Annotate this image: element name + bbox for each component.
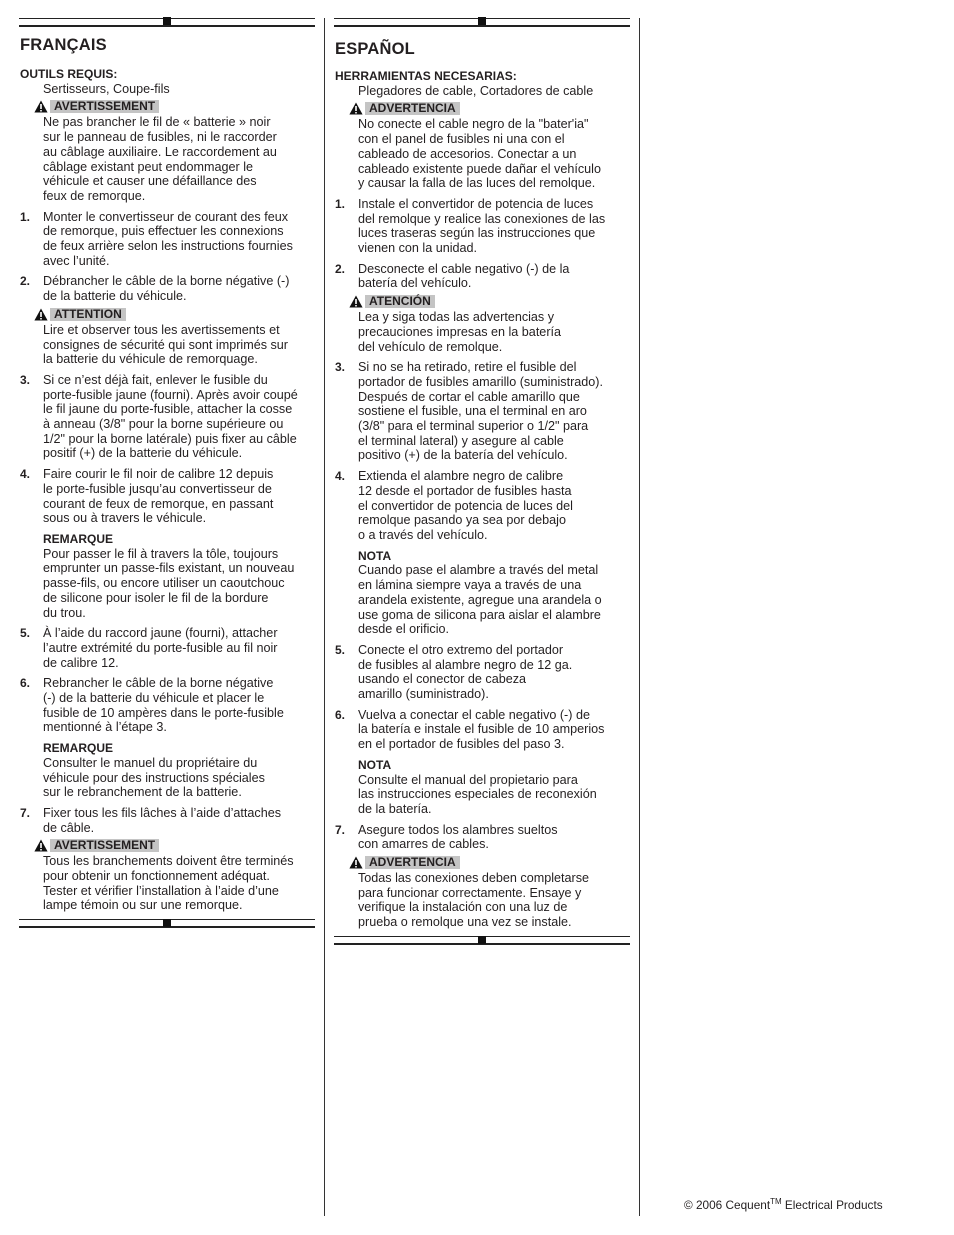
text-line: positif (+) de la batterie du véhicule. [43,446,243,461]
text-line: porte-fusible jaune (fourni). Après avoir coupé [43,387,298,402]
text-line: véhicule pour des instructions spéciales [43,770,265,785]
step-number: 3. [335,360,346,375]
step-text [43,274,315,303]
text-line: en el portador de fusibles del paso 3. [358,737,565,752]
top-rule [334,18,630,27]
step-text [358,643,630,702]
text-line: usando el conector de cabeza [358,672,527,687]
step-text [43,676,315,735]
step-number: 6. [335,707,346,722]
text-line: sur le rebranchement de la batterie. [43,785,242,800]
step-text [358,262,630,291]
warning-triangle-icon [349,102,363,115]
step-text [43,373,315,461]
step-number: 5. [20,626,31,641]
text-line: y causar la falla de las luces del remolque. [358,176,596,191]
rule-marker [478,17,486,25]
french-column [19,18,315,928]
rule-marker [163,919,171,927]
text-line: avec l’unité. [43,253,110,268]
warning-label: AVERTISSEMENT [50,100,159,113]
text-line: Desconecte el cable negativo (-) de la [358,261,570,276]
text-line: en lámina siempre vaya a través de una [358,578,582,593]
warning-label: AVERTISSEMENT [50,839,159,852]
attention-label: ATENCIÓN [365,295,435,308]
warning-triangle-icon [34,100,48,113]
text-line: la batería e instale el fusible de 10 amperios [358,722,605,737]
text-line: las instrucciones especiales de reconexión [358,787,597,802]
step-4 [334,469,630,543]
step-number: 5. [335,642,346,657]
tools-list: Plegadores de cable, Cortadores de cable [358,83,594,98]
step-7 [19,806,315,835]
top-rule [19,18,315,27]
section-title: FRANÇAIS [20,36,107,54]
text-line: feux de remorque. [43,188,146,203]
warning-text [358,117,630,191]
text-line: du trou. [43,605,86,620]
step-4 [19,467,315,526]
text-line: Fixer tous les fils lâches à l’aide d’attaches [43,805,281,820]
step-5 [334,643,630,702]
text-line: Ne pas brancher le fil de « batterie » noir [43,115,271,130]
step-number: 2. [20,274,31,289]
text-line: portador de fusibles amarillo (suministrado). [358,374,603,389]
spanish-column [334,18,630,945]
step-text [358,708,630,752]
attention-label: ATTENTION [50,308,126,321]
text-line: de la batterie du véhicule. [43,289,187,304]
warning-block [334,855,630,930]
text-line: courant de feux de remorque, en passant [43,496,274,511]
text-line: Lire et observer tous les avertissements et [43,322,280,337]
text-line: del vehículo de remolque. [358,339,503,354]
text-line: câblage existant peut endommager le [43,159,254,174]
text-line: de la batería. [358,801,432,816]
text-line: Cuando pase el alambre a través del metal [358,563,599,578]
trademark-mark: TM [770,1197,782,1207]
copyright-footer [684,1197,883,1213]
text-line: Lea y siga todas las advertencias y [358,310,555,325]
text-line: Extienda el alambre negro de calibre [358,469,564,484]
step-number: 4. [20,467,31,482]
warning-triangle-icon [34,308,48,321]
text-line: sostiene el fusible, una el terminal en aro [358,404,587,419]
text-line: de feux arrière selon les instructions fournies [43,239,293,254]
step-2 [19,274,315,303]
text-line: fusible de 10 ampères dans le porte-fusible [43,705,284,720]
text-line: sur le panneau de fusibles, ni le raccorder [43,130,277,145]
text-line: Débrancher le câble de la borne négative (-) [43,274,290,289]
text-line: con el panel de fusibles ni una con el [358,132,565,147]
column-divider [324,18,325,1216]
step-text [43,210,315,269]
step-number: 6. [20,676,31,691]
attention-block [19,307,315,367]
text-line: Todas las conexiones deben completarse [358,871,590,886]
step-number: 7. [20,805,31,820]
text-line: desde el orificio. [358,622,450,637]
text-line: luces traseras según las instrucciones que [358,226,596,241]
text-line: de calibre 12. [43,655,119,670]
text-line: emprunter un passe-fils existant, un nouveau [43,561,295,576]
rule-marker [163,17,171,25]
rule-marker [478,936,486,944]
text-line: positivo (+) de la batería del vehículo. [358,448,568,463]
text-line: au câblage auxiliaire. Le raccordement au [43,144,277,159]
step-text [43,626,315,670]
text-line: con amarres de cables. [358,837,489,852]
text-line: de remorque, puis effectuer les connexions [43,224,284,239]
text-line: consignes de sécurité qui sont imprimés sur [43,337,288,352]
text-line: Tous les branchements doivent être terminés [43,854,294,869]
text-line: Consulte el manual del propietario para [358,772,578,787]
text-line: precauciones impresas en la batería [358,324,562,339]
text-line: No conecte el cable negro de la "bater'ia" [358,117,589,132]
tools-label: OUTILS REQUIS: [20,67,118,81]
step-5 [19,626,315,670]
text-line: À l’aide du raccord jaune (fourni), attacher [43,626,278,641]
warning-text [358,871,630,930]
text-line: (3/8" para el terminal superior o 1/2" para [358,419,589,434]
step-3 [334,360,630,463]
step-number: 2. [335,261,346,276]
step-number: 1. [20,209,31,224]
text-line: Después de cortar el cable amarillo que [358,389,580,404]
step-number: 7. [335,822,346,837]
step-number: 1. [335,196,346,211]
tools-required [19,67,315,96]
tools-label: HERRAMIENTAS NECESARIAS: [335,69,517,83]
warning-label: ADVERTENCIA [365,856,460,869]
bottom-rule [334,936,630,945]
warning-block [334,101,630,191]
text-line: l’autre extrémité du porte-fusible au fil noir [43,640,278,655]
text-line: 1/2" pour la borne latérale) puis fixer au câble [43,431,297,446]
text-line: pour obtenir un fonctionnement adéquat. [43,869,270,884]
warning-triangle-icon [349,295,363,308]
text-line: prueba o remolque una vez se instale. [358,915,572,930]
note-block [334,549,630,637]
text-line: batería del vehículo. [358,276,472,291]
step-2 [334,262,630,291]
note-label: REMARQUE [43,741,114,756]
text-line: amarillo (suministrado). [358,687,489,702]
text-line: el terminal lateral) y asegure al cable [358,433,564,448]
text-line: cableado existente puede dañar el vehículo [358,161,601,176]
text-line: verifique la instalación con una luz de [358,900,568,915]
text-line: use goma de silicona para aislar el alambre [358,607,601,622]
step-text [358,197,630,256]
step-1 [19,210,315,269]
text-line: Asegure todos los alambres sueltos [358,822,558,837]
warning-text [43,115,315,203]
text-line: Consulter le manuel du propriétaire du [43,755,258,770]
step-text [358,360,630,463]
text-line: Rebrancher le câble de la borne négative [43,676,274,691]
bottom-rule [19,919,315,928]
attention-text [358,310,630,354]
column-divider-right [639,18,640,1216]
text-line: Pour passer le fil à travers la tôle, toujours [43,546,279,561]
text-line: Faire courir le fil noir de calibre 12 depuis [43,467,274,482]
text-line: Vuelva a conectar el cable negativo (-) de [358,707,590,722]
text-line: Tester et vérifier l’installation à l’aide d’une [43,883,279,898]
text-line: Monter le convertisseur de courant des feux [43,209,289,224]
copyright-company: Electrical Products [781,1198,883,1212]
text-line: cableado de accesorios. Conectar a un [358,146,577,161]
note-label: NOTA [358,548,392,563]
warning-text [43,854,315,913]
step-3 [19,373,315,461]
warning-triangle-icon [34,839,48,852]
text-line: Si no se ha retirado, retire el fusible del [358,360,577,375]
step-number: 3. [20,372,31,387]
text-line: de fusibles al alambre negro de 12 ga. [358,657,573,672]
note-label: REMARQUE [43,531,114,546]
step-text [43,467,315,526]
warning-block [19,838,315,913]
text-line: o a través del vehículo. [358,527,488,542]
step-1 [334,197,630,256]
text-line: à anneau (3/8" pour la borne supérieure ou [43,417,284,432]
text-line: le porte-fusible jusqu’au convertisseur de [43,481,272,496]
section-title: ESPAÑOL [335,40,415,58]
text-line: para funcionar correctamente. Ensaye y [358,885,582,900]
text-line: (-) de la batterie du véhicule et placer le [43,691,265,706]
warning-label: ADVERTENCIA [365,102,460,115]
step-6 [334,708,630,752]
text-line: vienen con la unidad. [358,241,478,256]
text-line: remolque pasando ya sea por debajo [358,513,566,528]
step-text [358,823,630,852]
step-6 [19,676,315,735]
text-line: arandela existente, agregue una arandela o [358,592,602,607]
note-block [19,532,315,620]
warning-block [19,99,315,203]
tools-required [334,69,630,98]
text-line: sous ou à travers le véhicule. [43,511,207,526]
attention-text [43,323,315,367]
text-line: de silicone pour isoler le fil de la bordure [43,590,269,605]
text-line: lampe témoin ou sur une remorque. [43,898,243,913]
warning-triangle-icon [349,856,363,869]
text-line: del remolque y realice las conexiones de las [358,211,606,226]
text-line: el convertidor de potencia de luces del [358,498,573,513]
copyright-text: © 2006 Cequent [684,1198,771,1212]
text-line: mentionné à l’étape 3. [43,720,167,735]
text-line: Conecte el otro extremo del portador [358,642,564,657]
text-line: de câble. [43,820,95,835]
step-text [43,806,315,835]
text-line: le fil jaune du porte-fusible, attacher la cosse [43,402,293,417]
step-text [358,469,630,543]
text-line: passe-fils, ou encore utiliser un caoutchouc [43,576,285,591]
text-line: véhicule et causer une défaillance des [43,174,257,189]
text-line: 12 desde el portador de fusibles hasta [358,483,572,498]
text-line: Instale el convertidor de potencia de luces [358,196,594,211]
note-block [334,758,630,817]
step-7 [334,823,630,852]
text-line: Si ce n’est déjà fait, enlever le fusible du [43,372,268,387]
attention-block [334,294,630,354]
tools-list: Sertisseurs, Coupe-fils [43,81,170,96]
note-block [19,741,315,800]
step-number: 4. [335,469,346,484]
text-line: la batterie du véhicule de remorquage. [43,352,258,367]
note-label: NOTA [358,757,392,772]
